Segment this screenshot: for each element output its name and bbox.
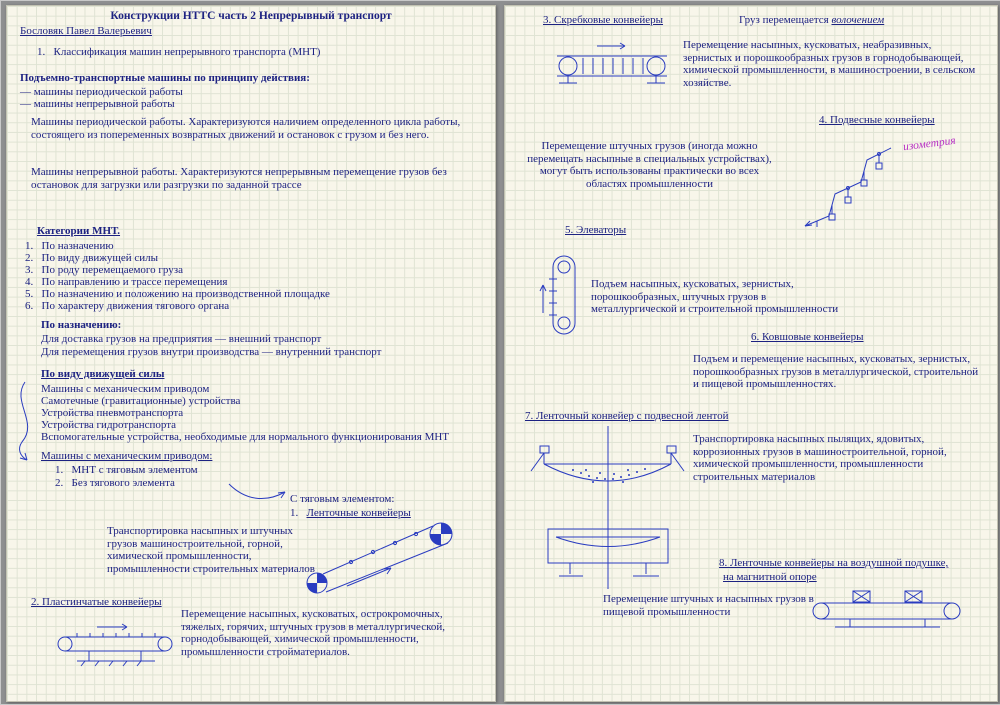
category-item: 2. По виду движущей силы xyxy=(25,252,159,264)
page-title: Конструкции НТТС часть 2 Непрерывный транспорт xyxy=(110,10,392,22)
principle-item: — машины периодической работы xyxy=(20,86,183,98)
bucket-conveyor-description: Подъем и перемещение насыпных, кусковатых, зернистых, порошкообразных грузов в металлургической, строительной и пищевой промышленностях. xyxy=(693,353,979,390)
bucket-conveyor-heading: 6. Ковшовые конвейеры xyxy=(751,331,864,343)
suspended-belt-heading: 7. Ленточный конвейер с подвесной лентой xyxy=(525,410,729,422)
driving-force-line: Вспомогательные устройства, необходимые для нормального функционирования МНТ xyxy=(41,431,450,443)
driving-force-heading: По виду движущей силы xyxy=(41,368,165,380)
overhead-conveyor-sketch xyxy=(787,138,897,230)
category-item: 6. По характеру движения тягового органа xyxy=(25,300,230,312)
continuous-machines-paragraph: Машины непрерывной работы. Характеризуются непрерывным перемещение грузов без остановок для загрузки или разгрузки по заданной трассе xyxy=(31,166,447,191)
air-cushion-heading-line1: 8. Ленточные конвейеры на воздушной подушке, xyxy=(719,557,949,569)
classification-item: 1. Классификация машин непрерывного транспорта (МНТ) xyxy=(37,46,321,58)
elevator-heading: 5. Элеваторы xyxy=(565,224,627,236)
author-line: Бословяк Павел Валерьевич xyxy=(20,25,152,37)
mechanical-item: 1. МНТ с тяговым элементом xyxy=(55,464,198,476)
plate-conveyor-sketch xyxy=(49,618,184,673)
scraper-note-word: волочением xyxy=(831,14,885,26)
scraper-conveyor-sketch xyxy=(547,34,677,92)
mechanical-item: 2. Без тягового элемента xyxy=(55,477,175,489)
driving-force-line: Устройства гидротранспорта xyxy=(41,419,177,431)
category-item: 5. По назначению и положению на производственной площадке xyxy=(25,288,330,300)
belt-conveyor-item-label: Ленточные конвейеры xyxy=(306,507,411,519)
suspended-belt-description: Транспортировка насыпных пылящих, ядовитых, коррозионных грузов в машиностроительной, горной, химической промышленности, промышленности строительных материалов xyxy=(693,433,947,483)
belt-conveyor-item-number: 1. xyxy=(290,507,307,519)
air-cushion-description: Перемещение штучных и насыпных грузов в пищевой промышленности xyxy=(603,593,814,618)
scraper-note-prefix: Груз перемещается xyxy=(739,14,832,26)
curved-arrow-sketch xyxy=(9,378,45,466)
overhead-conveyor-heading: 4. Подвесные конвейеры xyxy=(819,114,935,126)
category-item: 1. По назначению xyxy=(25,240,114,252)
elevator-description: Подъем насыпных, кусковатых, зернистых, порошкообразных, штучных грузов в металлургической и строительной промышленности xyxy=(591,278,839,315)
category-item: 3. По роду перемещаемого груза xyxy=(25,264,183,276)
traction-heading: С тяговым элементом: xyxy=(290,493,395,505)
air-cushion-conveyor-sketch xyxy=(805,583,970,631)
page-1 xyxy=(6,5,496,702)
elevator-sketch xyxy=(537,249,592,341)
purpose-line: Для перемещения грузов внутри производства — внутренний транспорт xyxy=(41,346,382,358)
scraper-note xyxy=(739,14,884,27)
page-2 xyxy=(504,5,998,702)
belt-conveyor-description: Транспортировка насыпных и штучных грузов машиностроительной, горной, химической промышленности, промышленности строительных материалов xyxy=(107,525,315,575)
principle-item: — машины непрерывной работы xyxy=(20,98,175,110)
air-cushion-heading-line2: на магнитной опоре xyxy=(723,571,817,583)
mechanical-drive-heading: Машины с механическим приводом: xyxy=(41,450,213,462)
plate-conveyor-heading: 2. Пластинчатые конвейеры xyxy=(31,596,162,608)
driving-force-line: Устройства пневмотранспорта xyxy=(41,407,184,419)
scraper-conveyor-heading: 3. Скребковые конвейеры xyxy=(543,14,664,26)
periodic-machines-paragraph: Машины периодической работы. Характеризуются наличием определенного цикла работы, состоящего из попеременных возвратных движений и остановок с грузом и без него. xyxy=(31,116,461,141)
category-item: 4. По направлению и трассе перемещения xyxy=(25,276,228,288)
curved-arrow-sketch xyxy=(225,478,293,506)
principle-heading: Подъемно-транспортные машины по принципу действия: xyxy=(20,72,310,84)
driving-force-line: Самотечные (гравитационные) устройства xyxy=(41,395,241,407)
purpose-line: Для доставка грузов на предприятия — внешний транспорт xyxy=(41,333,322,345)
driving-force-line: Машины с механическим приводом xyxy=(41,383,210,395)
suspended-belt-conveyor-sketch xyxy=(523,426,693,591)
overhead-conveyor-description: Перемещение штучных грузов (иногда можно перемещать насыпные в специальных устройствах), могут быть использованы практически во всех областях промышленности xyxy=(527,140,772,190)
categories-heading: Категории МНТ. xyxy=(37,225,121,237)
isometry-annotation: изометрия xyxy=(902,134,957,154)
belt-conveyor-sketch xyxy=(295,506,460,606)
scraper-conveyor-description: Перемещение насыпных, кусковатых, неабразивных, зернистых и порошкообразных грузов в горнодобывающей, химической промышленности, в машиностроении, в сельском хозяйстве. xyxy=(683,39,976,89)
plate-conveyor-description: Перемещение насыпных, кусковатых, острокромочных, тяжелых, горячих, штучных грузов в металлургической, горнодобывающей, химической промышленности, промышленности стройматериалов. xyxy=(181,608,446,658)
purpose-heading: По назначению: xyxy=(41,319,122,331)
